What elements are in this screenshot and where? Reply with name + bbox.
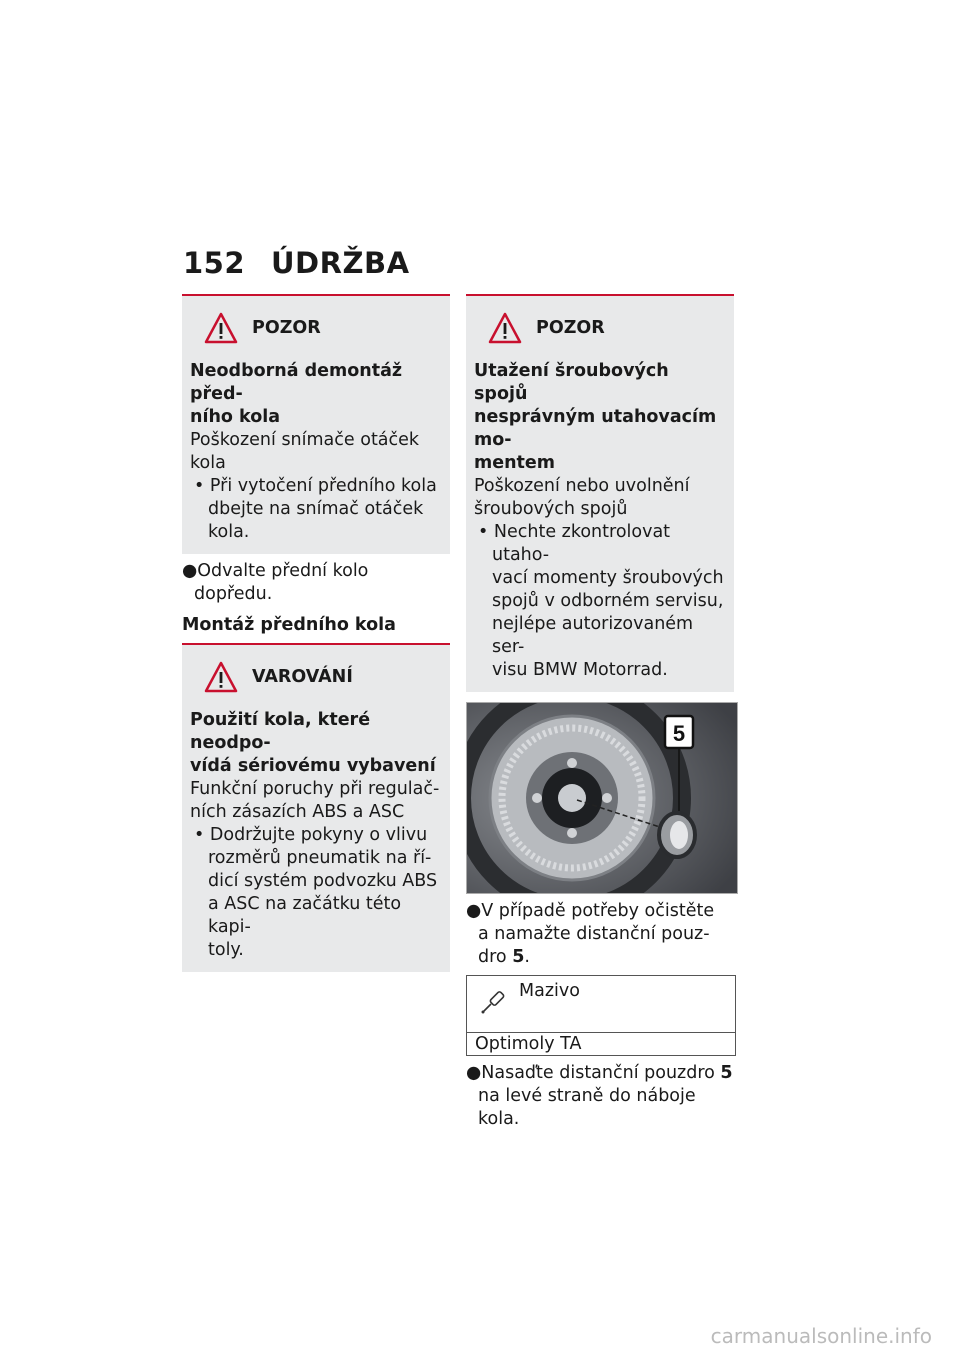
warning-text: Poškození snímače otáček kola [190,430,420,473]
warning-title: POZOR [252,318,321,338]
warning-title: POZOR [536,318,605,338]
warning-text: Funkční poruchy při regulač- ních zásazích ABS a ASC [190,779,440,822]
warning-bullet: • Nechte zkontrolovat utaho- vací momenty šroubových spojů v odborném servisu, nejlépe autorizovaném ser- visu BMW Motorrad. [478,522,724,680]
section-heading: Montáž předního kola [182,614,450,645]
step-ref: 5 [512,947,525,967]
step-roll-wheel: ●Odvalte přední kolo dopředu. [182,561,369,604]
wheel-hub-illustration [467,703,737,893]
lubricant-product: Optimoly TA [475,1034,582,1054]
left-column [182,294,450,972]
lubricant-header [467,976,735,1033]
warning-triangle-icon [488,312,522,344]
step-text: ●Nasaďte distanční pouzdro [466,1063,721,1083]
warning-heading: Použití kola, které neodpo- vídá sériovému vybavení [190,710,436,776]
lubricant-table [466,975,736,1056]
step-end: na levé straně do náboje kola. [478,1086,696,1129]
step-clean-lubricate [466,900,734,969]
warning-text: Poškození nebo uvolnění šroubových spojů [474,476,690,519]
warning-title-row [474,310,726,346]
step-ref: 5 [720,1063,733,1083]
warning-triangle-icon [204,661,238,693]
warning-title-row [190,310,442,346]
chapter-title: ÚDRŽBA [271,246,410,280]
warning-heading: Neodborná demontáž před- ního kola [190,361,403,427]
warning-box-warning-2 [182,645,450,972]
step-text: ●V případě potřeby očistěte a namažte distanční pouz- dro [466,901,715,967]
grease-gun-icon [479,986,509,1016]
warning-heading: Utažení šroubových spojů nesprávným utahovacím mo- mentem [474,361,717,473]
warning-box-caution-3 [466,294,734,692]
photo-callout-5: 5 [672,721,686,746]
wheel-hub-photo [466,702,738,894]
warning-bullet: • Při vytočení předního kola dbejte na snímač otáček kola. [194,476,437,542]
warning-box-caution-1 [182,294,450,554]
warning-bullet: • Dodržujte pokyny o vlivu rozměrů pneumatik na ří- dicí systém podvozku ABS a ASC na začátku této kapi- toly. [194,825,438,960]
warning-triangle-icon [204,312,238,344]
step-insert-spacer [466,1062,734,1131]
page-header [183,246,410,280]
lubricant-label: Mazivo [519,981,580,1001]
warning-title: VAROVÁNÍ [252,667,353,687]
watermark: carmanualsonline.info [710,1324,932,1348]
right-column [466,294,734,1131]
step-end: . [524,947,530,967]
page-number: 152 [183,246,246,280]
warning-title-row [190,659,442,695]
